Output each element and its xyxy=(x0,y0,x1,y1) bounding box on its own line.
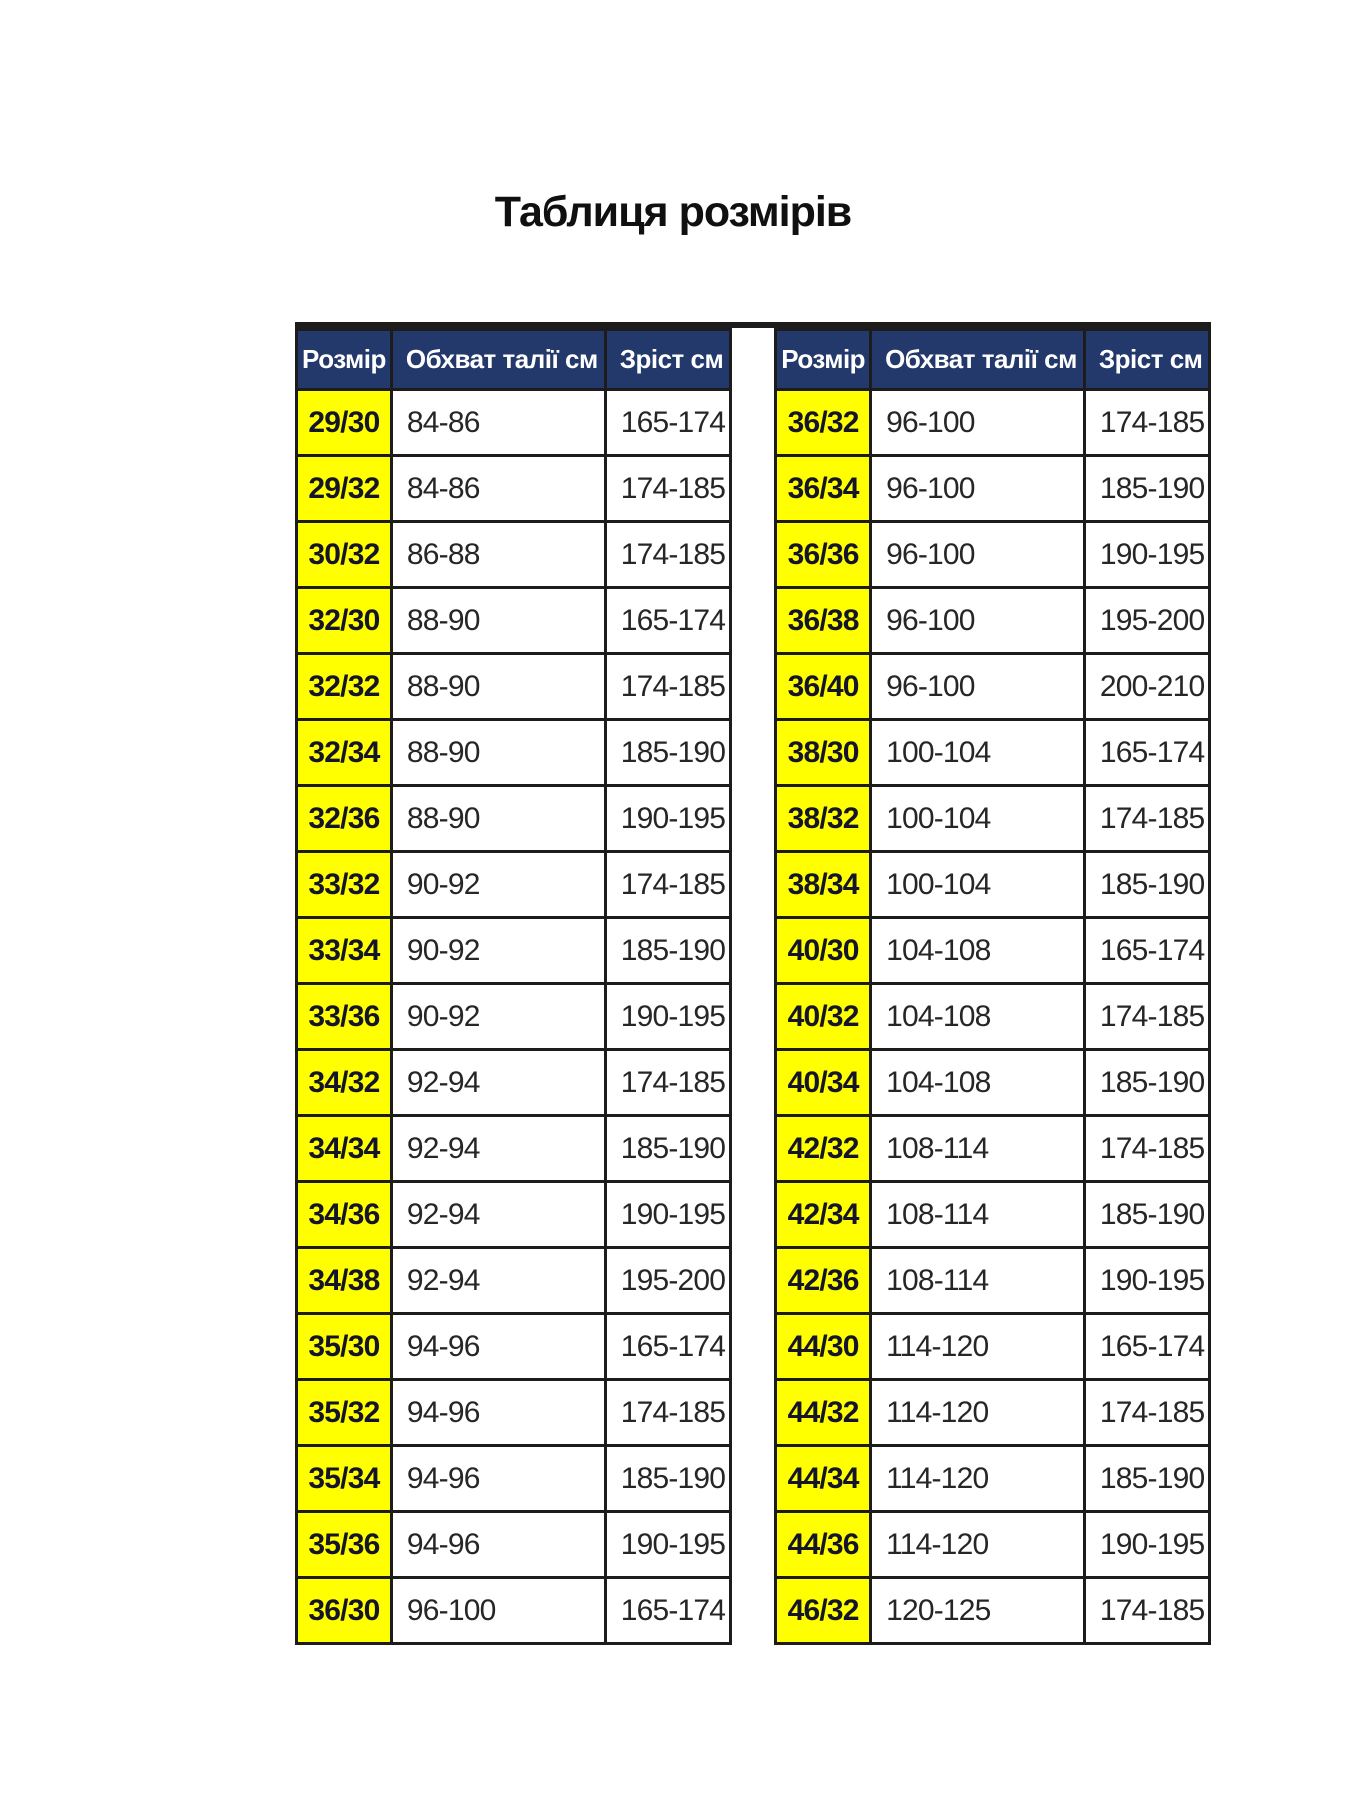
height-cm-cell: 190-195 xyxy=(605,984,731,1050)
table-row xyxy=(776,1314,1210,1380)
height-cm-cell: 165-174 xyxy=(1084,918,1210,984)
column-header-size: Розмір xyxy=(297,330,392,390)
waist-cm-cell: 108-114 xyxy=(871,1182,1085,1248)
size-cell: 36/32 xyxy=(776,390,871,456)
height-cm-cell: 174-185 xyxy=(605,1050,731,1116)
waist-cm-cell: 90-92 xyxy=(391,852,605,918)
table-row xyxy=(776,1050,1210,1116)
table-row xyxy=(776,918,1210,984)
height-cm-cell: 174-185 xyxy=(1084,390,1210,456)
height-cm-cell: 174-185 xyxy=(1084,984,1210,1050)
size-cell: 38/32 xyxy=(776,786,871,852)
waist-cm-cell: 90-92 xyxy=(391,984,605,1050)
table-row xyxy=(297,1182,731,1248)
size-table-left-header xyxy=(297,330,731,390)
height-cm-cell: 190-195 xyxy=(1084,1248,1210,1314)
column-header-height-cm: Зріст см xyxy=(1084,330,1210,390)
height-cm-cell: 185-190 xyxy=(605,918,731,984)
waist-cm-cell: 90-92 xyxy=(391,918,605,984)
size-table-right-header xyxy=(776,330,1210,390)
waist-cm-cell: 114-120 xyxy=(871,1314,1085,1380)
size-cell: 35/30 xyxy=(297,1314,392,1380)
column-header-size: Розмір xyxy=(776,330,871,390)
table-row xyxy=(776,1446,1210,1512)
waist-cm-cell: 120-125 xyxy=(871,1578,1085,1644)
height-cm-cell: 190-195 xyxy=(1084,522,1210,588)
waist-cm-cell: 108-114 xyxy=(871,1248,1085,1314)
waist-cm-cell: 84-86 xyxy=(391,390,605,456)
height-cm-cell: 174-185 xyxy=(1084,786,1210,852)
size-cell: 36/30 xyxy=(297,1578,392,1644)
table-row xyxy=(776,1116,1210,1182)
size-cell: 29/30 xyxy=(297,390,392,456)
waist-cm-cell: 88-90 xyxy=(391,786,605,852)
table-row xyxy=(776,522,1210,588)
table-row xyxy=(776,1578,1210,1644)
waist-cm-cell: 94-96 xyxy=(391,1380,605,1446)
table-row xyxy=(297,1578,731,1644)
height-cm-cell: 185-190 xyxy=(605,1446,731,1512)
height-cm-cell: 200-210 xyxy=(1084,654,1210,720)
size-table-right-body xyxy=(776,390,1210,1644)
height-cm-cell: 185-190 xyxy=(1084,852,1210,918)
table-row xyxy=(776,852,1210,918)
waist-cm-cell: 96-100 xyxy=(871,522,1085,588)
table-row xyxy=(297,1248,731,1314)
table-row xyxy=(297,1116,731,1182)
waist-cm-cell: 114-120 xyxy=(871,1380,1085,1446)
size-table-right xyxy=(774,328,1211,1645)
size-cell: 33/32 xyxy=(297,852,392,918)
size-cell: 36/40 xyxy=(776,654,871,720)
size-cell: 36/34 xyxy=(776,456,871,522)
height-cm-cell: 185-190 xyxy=(1084,1050,1210,1116)
waist-cm-cell: 100-104 xyxy=(871,852,1085,918)
size-cell: 38/34 xyxy=(776,852,871,918)
size-cell: 42/36 xyxy=(776,1248,871,1314)
size-cell: 34/34 xyxy=(297,1116,392,1182)
height-cm-cell: 195-200 xyxy=(1084,588,1210,654)
height-cm-cell: 174-185 xyxy=(605,522,731,588)
size-cell: 32/30 xyxy=(297,588,392,654)
height-cm-cell: 185-190 xyxy=(1084,456,1210,522)
size-cell: 44/34 xyxy=(776,1446,871,1512)
height-cm-cell: 165-174 xyxy=(605,390,731,456)
height-cm-cell: 190-195 xyxy=(605,1512,731,1578)
waist-cm-cell: 96-100 xyxy=(871,390,1085,456)
table-row xyxy=(297,522,731,588)
table-row xyxy=(297,984,731,1050)
page-title: Таблиця розмірів xyxy=(494,188,852,236)
header-row xyxy=(776,330,1210,390)
height-cm-cell: 165-174 xyxy=(605,1314,731,1380)
table-row xyxy=(776,588,1210,654)
size-cell: 34/32 xyxy=(297,1050,392,1116)
height-cm-cell: 165-174 xyxy=(605,588,731,654)
size-cell: 35/36 xyxy=(297,1512,392,1578)
table-row xyxy=(297,456,731,522)
table-row xyxy=(297,588,731,654)
waist-cm-cell: 88-90 xyxy=(391,720,605,786)
height-cm-cell: 185-190 xyxy=(1084,1446,1210,1512)
waist-cm-cell: 84-86 xyxy=(391,456,605,522)
height-cm-cell: 174-185 xyxy=(605,456,731,522)
size-cell: 40/30 xyxy=(776,918,871,984)
height-cm-cell: 174-185 xyxy=(1084,1380,1210,1446)
waist-cm-cell: 108-114 xyxy=(871,1116,1085,1182)
size-cell: 32/34 xyxy=(297,720,392,786)
size-table-left-body xyxy=(297,390,731,1644)
waist-cm-cell: 100-104 xyxy=(871,720,1085,786)
table-row xyxy=(776,1182,1210,1248)
height-cm-cell: 185-190 xyxy=(605,720,731,786)
size-cell: 32/36 xyxy=(297,786,392,852)
waist-cm-cell: 88-90 xyxy=(391,588,605,654)
height-cm-cell: 174-185 xyxy=(605,654,731,720)
size-cell: 34/36 xyxy=(297,1182,392,1248)
waist-cm-cell: 100-104 xyxy=(871,786,1085,852)
table-gap xyxy=(732,328,774,1645)
size-cell: 40/34 xyxy=(776,1050,871,1116)
column-header-waist-cm: Обхват талії см xyxy=(391,330,605,390)
table-row xyxy=(776,786,1210,852)
height-cm-cell: 165-174 xyxy=(1084,1314,1210,1380)
size-cell: 35/32 xyxy=(297,1380,392,1446)
size-cell: 33/36 xyxy=(297,984,392,1050)
size-cell: 44/30 xyxy=(776,1314,871,1380)
table-row xyxy=(297,786,731,852)
size-cell: 29/32 xyxy=(297,456,392,522)
height-cm-cell: 165-174 xyxy=(605,1578,731,1644)
size-cell: 32/32 xyxy=(297,654,392,720)
table-row xyxy=(776,984,1210,1050)
size-cell: 44/32 xyxy=(776,1380,871,1446)
table-row xyxy=(297,852,731,918)
table-row xyxy=(776,720,1210,786)
size-table-left xyxy=(295,328,732,1645)
size-cell: 44/36 xyxy=(776,1512,871,1578)
table-row xyxy=(776,1512,1210,1578)
waist-cm-cell: 96-100 xyxy=(391,1578,605,1644)
height-cm-cell: 185-190 xyxy=(605,1116,731,1182)
waist-cm-cell: 94-96 xyxy=(391,1314,605,1380)
table-row xyxy=(297,1380,731,1446)
size-cell: 40/32 xyxy=(776,984,871,1050)
waist-cm-cell: 96-100 xyxy=(871,654,1085,720)
height-cm-cell: 174-185 xyxy=(1084,1578,1210,1644)
waist-cm-cell: 94-96 xyxy=(391,1512,605,1578)
size-cell: 33/34 xyxy=(297,918,392,984)
height-cm-cell: 165-174 xyxy=(1084,720,1210,786)
header-row xyxy=(297,330,731,390)
waist-cm-cell: 104-108 xyxy=(871,1050,1085,1116)
size-cell: 42/34 xyxy=(776,1182,871,1248)
height-cm-cell: 174-185 xyxy=(605,852,731,918)
table-row xyxy=(297,654,731,720)
table-row xyxy=(297,1512,731,1578)
height-cm-cell: 174-185 xyxy=(1084,1116,1210,1182)
column-header-waist-cm: Обхват талії см xyxy=(871,330,1085,390)
height-cm-cell: 190-195 xyxy=(1084,1512,1210,1578)
waist-cm-cell: 92-94 xyxy=(391,1050,605,1116)
table-row xyxy=(776,654,1210,720)
table-row xyxy=(297,1050,731,1116)
waist-cm-cell: 92-94 xyxy=(391,1182,605,1248)
table-row xyxy=(297,1446,731,1512)
height-cm-cell: 195-200 xyxy=(605,1248,731,1314)
table-row xyxy=(776,390,1210,456)
height-cm-cell: 190-195 xyxy=(605,1182,731,1248)
waist-cm-cell: 104-108 xyxy=(871,984,1085,1050)
waist-cm-cell: 92-94 xyxy=(391,1116,605,1182)
column-header-height-cm: Зріст см xyxy=(605,330,731,390)
table-row xyxy=(776,1380,1210,1446)
size-cell: 35/34 xyxy=(297,1446,392,1512)
waist-cm-cell: 96-100 xyxy=(871,588,1085,654)
size-cell: 36/38 xyxy=(776,588,871,654)
size-cell: 42/32 xyxy=(776,1116,871,1182)
size-cell: 34/38 xyxy=(297,1248,392,1314)
table-row xyxy=(297,1314,731,1380)
waist-cm-cell: 96-100 xyxy=(871,456,1085,522)
size-cell: 46/32 xyxy=(776,1578,871,1644)
waist-cm-cell: 94-96 xyxy=(391,1446,605,1512)
table-row xyxy=(297,390,731,456)
size-tables xyxy=(295,322,1211,1645)
waist-cm-cell: 88-90 xyxy=(391,654,605,720)
waist-cm-cell: 114-120 xyxy=(871,1512,1085,1578)
waist-cm-cell: 86-88 xyxy=(391,522,605,588)
height-cm-cell: 190-195 xyxy=(605,786,731,852)
table-row xyxy=(776,456,1210,522)
table-row xyxy=(297,918,731,984)
size-cell: 38/30 xyxy=(776,720,871,786)
waist-cm-cell: 92-94 xyxy=(391,1248,605,1314)
waist-cm-cell: 104-108 xyxy=(871,918,1085,984)
size-cell: 36/36 xyxy=(776,522,871,588)
height-cm-cell: 174-185 xyxy=(605,1380,731,1446)
height-cm-cell: 185-190 xyxy=(1084,1182,1210,1248)
size-cell: 30/32 xyxy=(297,522,392,588)
waist-cm-cell: 114-120 xyxy=(871,1446,1085,1512)
table-row xyxy=(776,1248,1210,1314)
table-row xyxy=(297,720,731,786)
